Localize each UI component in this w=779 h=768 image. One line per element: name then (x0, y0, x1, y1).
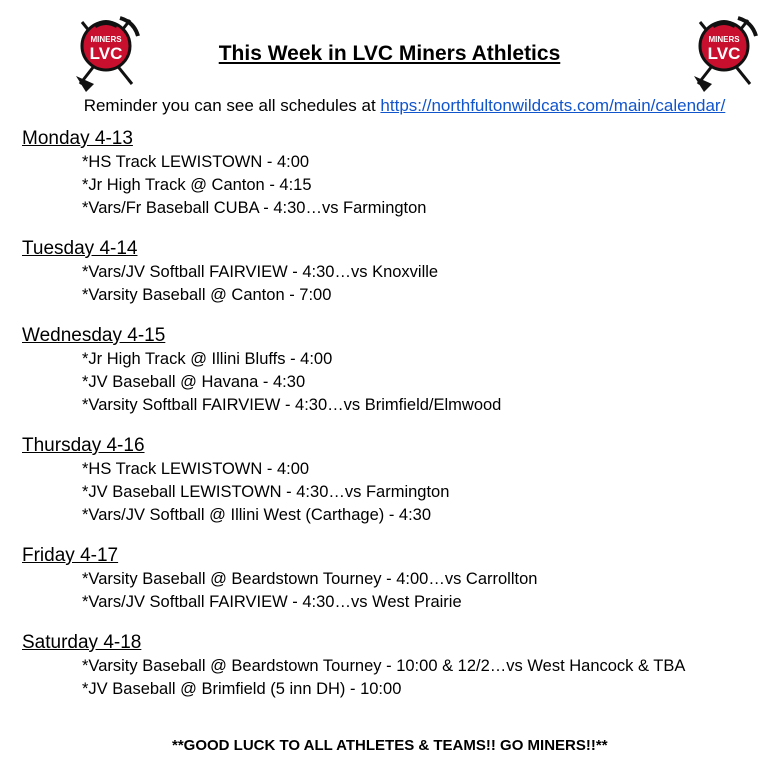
event-item: *HS Track LEWISTOWN - 4:00 (82, 153, 310, 171)
event-item: *JV Baseball LEWISTOWN - 4:30…vs Farmington (82, 483, 450, 501)
event-item: *Vars/Fr Baseball CUBA - 4:30…vs Farmington (82, 199, 427, 217)
event-item: *Vars/JV Softball FAIRVIEW - 4:30…vs West Prairie (82, 593, 462, 611)
day-section (22, 544, 769, 614)
event-item: *Varsity Baseball @ Beardstown Tourney - 4:00…vs Carrollton (82, 570, 538, 588)
event-item: *Varsity Baseball @ Beardstown Tourney - 10:00 & 12/2…vs West Hancock & TBA (82, 657, 686, 675)
day-heading: Wednesday 4-15 (22, 325, 166, 346)
logo-top-text: MINERS (90, 35, 122, 44)
page-title: This Week in LVC Miners Athletics (218, 42, 561, 65)
event-item: *Vars/JV Softball FAIRVIEW - 4:30…vs Knoxville (82, 263, 439, 281)
event-item: *Jr High Track @ Canton - 4:15 (82, 176, 312, 194)
logo-main-text: LVC (89, 44, 123, 63)
reminder-line (0, 96, 779, 116)
event-item: *HS Track LEWISTOWN - 4:00 (82, 460, 310, 478)
schedule-list (22, 127, 769, 718)
calendar-link[interactable]: https://northfultonwildcats.com/main/calendar/ (380, 96, 726, 115)
day-section (22, 631, 769, 701)
day-section (22, 127, 769, 220)
day-section (22, 324, 769, 417)
day-heading: Thursday 4-16 (22, 435, 145, 456)
footer-message: **GOOD LUCK TO ALL ATHLETES & TEAMS!! GO MINERS!!** (172, 737, 608, 754)
day-heading: Saturday 4-18 (22, 632, 142, 653)
event-item: *Varsity Baseball @ Canton - 7:00 (82, 286, 332, 304)
day-section (22, 237, 769, 307)
event-item: *JV Baseball @ Brimfield (5 inn DH) - 10:00 (82, 680, 402, 698)
logo-main-text: LVC (707, 44, 741, 63)
reminder-text: Reminder you can see all schedules at (83, 96, 381, 115)
event-item: *Varsity Softball FAIRVIEW - 4:30…vs Brimfield/Elmwood (82, 396, 502, 414)
day-heading: Monday 4-13 (22, 128, 133, 149)
event-item: *Vars/JV Softball @ Illini West (Carthage) - 4:30 (82, 506, 432, 524)
day-section (22, 434, 769, 527)
day-heading: Tuesday 4-14 (22, 238, 138, 259)
event-item: *JV Baseball @ Havana - 4:30 (82, 373, 306, 391)
logo-top-text: MINERS (708, 35, 740, 44)
event-item: *Jr High Track @ Illini Bluffs - 4:00 (82, 350, 333, 368)
day-heading: Friday 4-17 (22, 545, 119, 566)
